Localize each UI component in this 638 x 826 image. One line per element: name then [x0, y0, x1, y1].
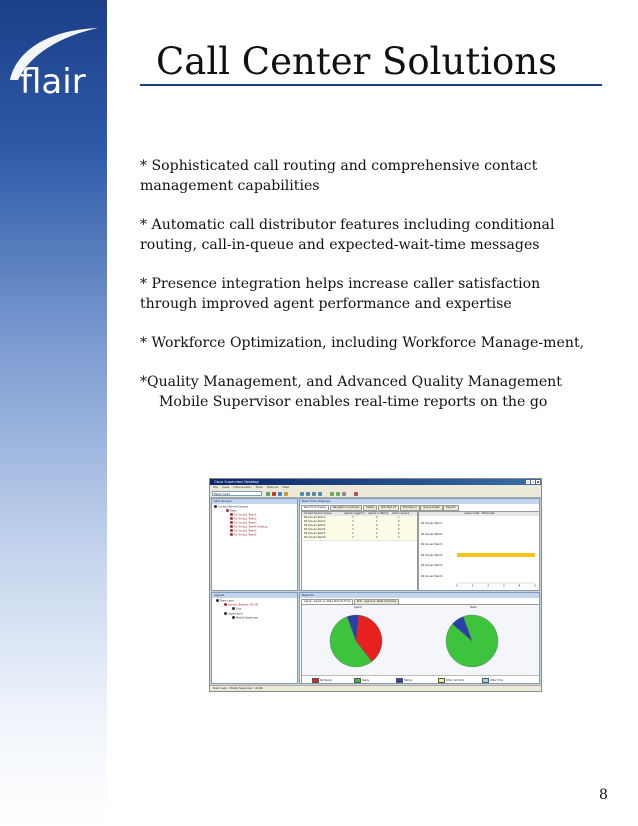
bar-axis-tick: 1 [471, 584, 474, 588]
monitor-icon[interactable] [300, 492, 304, 496]
sidebar-band [0, 0, 107, 826]
table-row[interactable]: RS Group1 Team1 3 0 1 [302, 516, 417, 521]
logo-text: flair [20, 62, 86, 102]
settings-icon[interactable] [342, 492, 346, 496]
page-number: 8 [599, 787, 608, 803]
intercept-icon[interactable] [318, 492, 322, 496]
tab-reports[interactable]: Reports [443, 505, 459, 511]
report-tabs [301, 599, 400, 603]
bullet-item: * Automatic call distributor features including conditional routing, call-in-queue and expected-wait-time messages [140, 217, 555, 253]
bar-label: RS Group1 Team6 [421, 574, 443, 578]
bar-axis-tick: 5 [534, 584, 536, 588]
tab-queue-detail[interactable]: Queue Detail [420, 505, 442, 511]
logout-icon[interactable] [354, 492, 358, 496]
tab-skill-report[interactable]: Skill Report [400, 505, 420, 511]
pause-icon[interactable] [336, 492, 340, 496]
flair-logo [6, 22, 106, 102]
bullet-item: * Workforce Optimization, including Workforce Manage-ment, [140, 335, 585, 351]
realtime-pane [299, 498, 540, 591]
bar [457, 553, 535, 557]
tab-realtime[interactable]: Real Time Display [301, 505, 329, 511]
bar-axis-tick: 4 [518, 584, 521, 588]
bar-axis-tick: 0 [456, 584, 458, 588]
queue-grid [301, 511, 418, 591]
pie-charts [302, 605, 540, 683]
realtime-header: Real Time Displays [300, 499, 539, 504]
chat-icon[interactable] [278, 492, 282, 496]
bullet-item: * Presence integration helps increase caller satisfaction through improved agent performance and expertise [140, 276, 541, 312]
play-icon[interactable] [330, 492, 334, 496]
table-row[interactable]: RS Group1 Team6 3 0 0 [302, 536, 417, 541]
barge-icon[interactable] [312, 492, 316, 496]
bar-label: RS Group1 Team3 [421, 543, 443, 546]
bullet-item: Mobile Supervisor enables real-time reports on the go [159, 394, 548, 410]
menu-file[interactable]: File [213, 485, 219, 489]
table-row[interactable]: RS Group1 Team2 3 1 0 [302, 520, 417, 525]
agent-tree-item[interactable]: Mobile Supervisor [232, 616, 258, 620]
bar-label: RS Group1 Team4 [421, 553, 443, 557]
pie-title: Agent [354, 606, 362, 609]
table-row[interactable]: RS Group1 Team5 3 1 0 [302, 532, 417, 537]
agent-tree-item[interactable]: Agent1 (Reports: 00:04) [224, 603, 258, 607]
bar-chart-plot [419, 512, 540, 590]
phone-icon[interactable] [284, 492, 288, 496]
agents-pane [211, 592, 298, 684]
table-row[interactable]: RS Group1 Team3 3 0 0 [302, 524, 417, 529]
legend-item: Other Call Work [438, 678, 464, 683]
pie-legend [302, 675, 540, 683]
legend-item: Talking [396, 678, 412, 683]
bar-chart-title: Queue Calls - Total Calls [419, 512, 540, 516]
menu-intervention[interactable]: Intervention [233, 485, 252, 489]
grid-header-row: Contact Service Queue Agents Logged In Agents in Talking Calls in Queue [302, 512, 417, 517]
minimize-icon[interactable] [526, 480, 530, 484]
agent-tree-item[interactable]: Supervisors [224, 612, 243, 616]
reports-header: Reports [300, 593, 539, 598]
tree-item[interactable]: SG Group1 Team2 [230, 517, 257, 521]
bar-label: RS Group1 Team5 [421, 564, 443, 567]
pie-area [301, 604, 540, 684]
tab-skill-stat[interactable]: Skill Stat Int [378, 505, 399, 511]
legend-item: Not Ready [312, 678, 332, 683]
tab-skill-state[interactable]: Skill - Agent vs. State Summary [354, 599, 400, 605]
maximize-icon[interactable] [531, 480, 535, 484]
supervisor-desktop-screenshot [209, 478, 542, 692]
tree-root[interactable]: Contact Service Queues [214, 505, 248, 509]
bullet-item: * Sophisticated call routing and comprehensive contact management capabilities [140, 158, 538, 194]
toolbar [210, 490, 541, 498]
tab-navigation[interactable]: Navigation Controller [330, 505, 363, 511]
queue-bar-chart [418, 511, 540, 591]
legend-item: Other Time [482, 678, 503, 683]
tab-agent-state[interactable]: Agent - Agent vs. State Percent Time [301, 599, 353, 605]
tree-item[interactable]: SG Group1 Team3 [230, 521, 257, 525]
bar-axis-tick: 2 [487, 584, 489, 588]
pie-title: Team [470, 606, 477, 609]
stop-icon[interactable] [272, 492, 276, 496]
realtime-tabs [301, 505, 459, 509]
status-bar: Team Lead - Mobile Supervisor - 00:00 [210, 685, 541, 691]
bar-axis-tick: 3 [503, 584, 505, 588]
page-title: Call Center Solutions [156, 40, 558, 83]
menu-tools[interactable]: Tools [255, 485, 263, 489]
tree-item[interactable]: SG Group1 Team4 Desktop [230, 525, 268, 529]
reports-pane [299, 592, 540, 684]
bullet-list [140, 156, 600, 431]
refresh-icon[interactable] [266, 492, 270, 496]
tree-item[interactable]: Team [226, 509, 237, 513]
bar-label: RS Group1 Team2 [421, 532, 443, 536]
window-title: Cisco Supervisor Desktop [214, 480, 259, 484]
agents-header: Agents [212, 593, 297, 598]
bar-label: RS Group1 Team1 [421, 522, 443, 525]
bullet-item: *Quality Management, and Advanced Quality Management [140, 374, 562, 390]
team-select[interactable]: Team Lead [212, 491, 262, 496]
menu-options[interactable]: Options [266, 485, 279, 489]
agent-tree-item[interactable]: Team Lead [216, 599, 233, 603]
record-icon[interactable] [306, 492, 310, 496]
tab-callers[interactable]: Callers [363, 505, 378, 511]
legend-item: Ready [354, 678, 369, 683]
skill-groups-pane [211, 498, 298, 591]
tree-item[interactable]: SG Group1 Team1 [230, 513, 257, 517]
agent-tree-item[interactable]: Line [232, 607, 241, 611]
tree-item[interactable]: SG Group1 Team5 [230, 529, 257, 533]
tree-item[interactable]: SG Group1 Team6 [230, 533, 257, 537]
skill-groups-header: Skill Groups [212, 499, 297, 504]
table-row[interactable]: RS Group1 Team4 3 0 0 [302, 528, 417, 533]
menu-help[interactable]: Help [282, 485, 290, 489]
title-underline [140, 84, 602, 86]
menu-view[interactable]: View [222, 485, 230, 489]
close-icon[interactable] [536, 480, 540, 484]
